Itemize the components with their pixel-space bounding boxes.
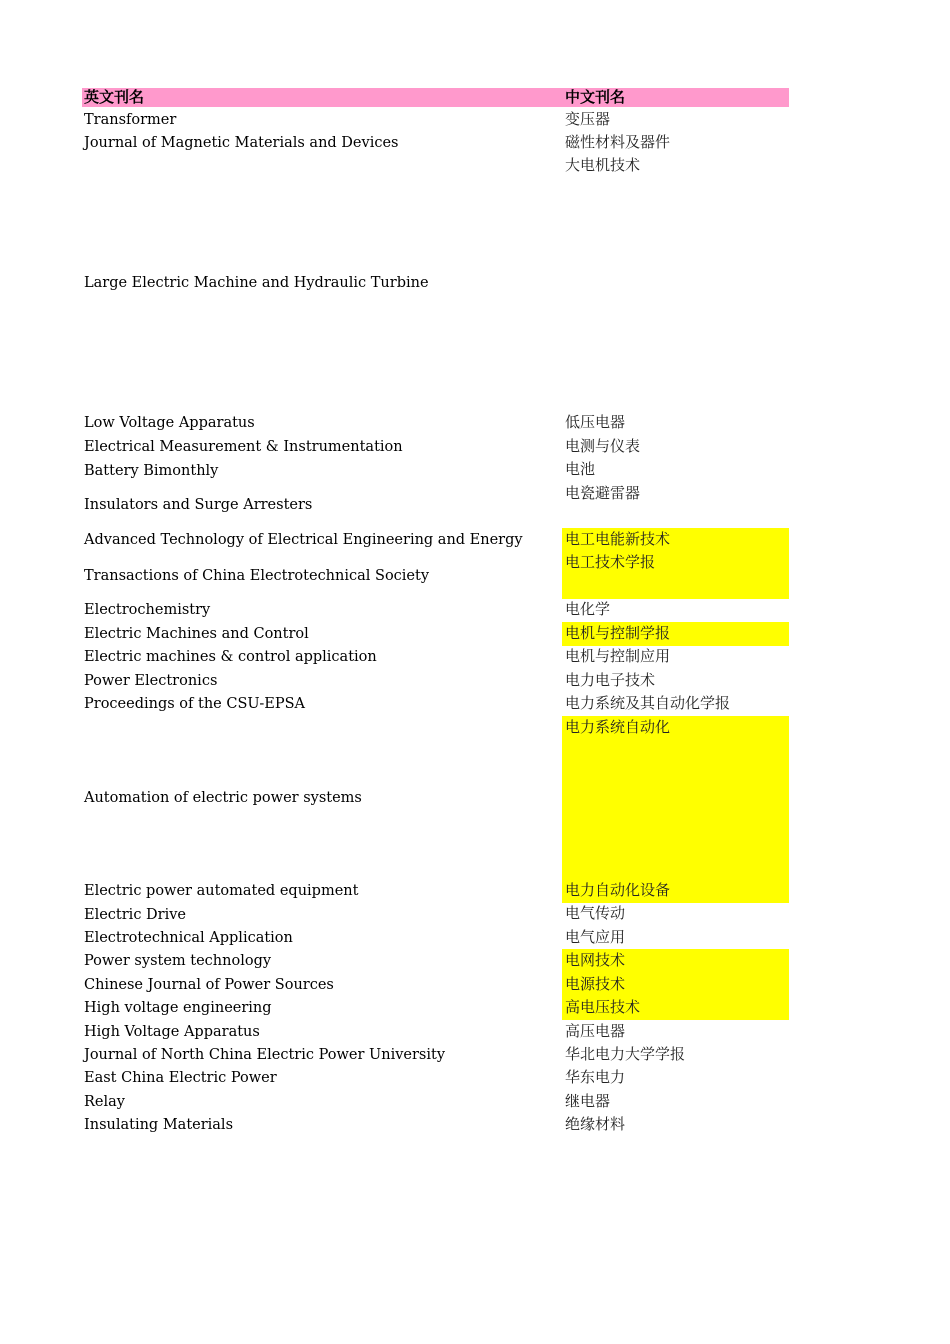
english-name: Proceedings of the CSU-EPSA — [84, 696, 305, 712]
chinese-name: 电气应用 — [565, 928, 626, 946]
chinese-name: 电工技术学报 — [565, 553, 656, 571]
english-name: Electrochemistry — [84, 602, 211, 618]
chinese-name: 继电器 — [565, 1092, 611, 1110]
english-name: Power system technology — [84, 953, 272, 969]
header-bg-english — [82, 88, 563, 107]
header-chinese-title: 中文刊名 — [565, 88, 626, 106]
chinese-name: 华北电力大学学报 — [565, 1045, 686, 1063]
english-name: Transformer — [84, 112, 177, 128]
chinese-name: 电测与仪表 — [565, 437, 641, 455]
english-name: Automation of electric power systems — [84, 790, 362, 806]
english-name: Electric power automated equipment — [84, 883, 359, 899]
english-name: Journal of Magnetic Materials and Devices — [84, 135, 399, 151]
chinese-name: 大电机技术 — [565, 156, 641, 174]
english-name: Electric Drive — [84, 907, 187, 923]
english-name: High voltage engineering — [84, 1000, 272, 1016]
chinese-name: 电瓷避雷器 — [565, 484, 641, 502]
english-name: Power Electronics — [84, 673, 218, 689]
chinese-name: 电力系统自动化 — [565, 718, 671, 736]
chinese-name: 高电压技术 — [565, 998, 641, 1016]
chinese-name: 绝缘材料 — [565, 1115, 626, 1133]
chinese-name: 电力自动化设备 — [565, 881, 671, 899]
english-name: Battery Bimonthly — [84, 463, 219, 479]
chinese-name: 电力系统及其自动化学报 — [565, 694, 731, 712]
english-name: Journal of North China Electric Power University — [84, 1047, 446, 1063]
chinese-name: 华东电力 — [565, 1068, 626, 1086]
english-name: Low Voltage Apparatus — [84, 415, 255, 431]
english-name: Insulating Materials — [84, 1117, 234, 1133]
chinese-name: 电化学 — [565, 600, 611, 618]
english-name: Insulators and Surge Arresters — [84, 497, 313, 513]
english-name: Relay — [84, 1094, 125, 1110]
chinese-name: 电池 — [565, 460, 596, 478]
chinese-name: 磁性材料及器件 — [565, 133, 671, 151]
english-name: Electrotechnical Application — [84, 930, 293, 946]
english-name: Advanced Technology of Electrical Engineering and Energy — [84, 532, 523, 548]
header-english-title: 英文刊名 — [84, 88, 145, 106]
english-name: Electric Machines and Control — [84, 626, 309, 642]
english-name: East China Electric Power — [84, 1070, 277, 1086]
chinese-name: 电气传动 — [565, 904, 626, 922]
chinese-name: 电机与控制学报 — [565, 624, 671, 642]
english-name: Electric machines & control application — [84, 649, 377, 665]
chinese-name: 电源技术 — [565, 975, 626, 993]
highlight-block — [562, 716, 789, 903]
chinese-name: 电力电子技术 — [565, 671, 656, 689]
english-name: Chinese Journal of Power Sources — [84, 977, 334, 993]
chinese-name: 低压电器 — [565, 413, 626, 431]
english-name: Transactions of China Electrotechnical Society — [84, 568, 430, 584]
english-name: Large Electric Machine and Hydraulic Turbine — [84, 275, 429, 291]
english-name: Electrical Measurement & Instrumentation — [84, 439, 403, 455]
chinese-name: 电机与控制应用 — [565, 647, 671, 665]
chinese-name: 变压器 — [565, 110, 611, 128]
chinese-name: 电网技术 — [565, 951, 626, 969]
chinese-name: 高压电器 — [565, 1022, 626, 1040]
english-name: High Voltage Apparatus — [84, 1024, 260, 1040]
chinese-name: 电工电能新技术 — [565, 530, 671, 548]
